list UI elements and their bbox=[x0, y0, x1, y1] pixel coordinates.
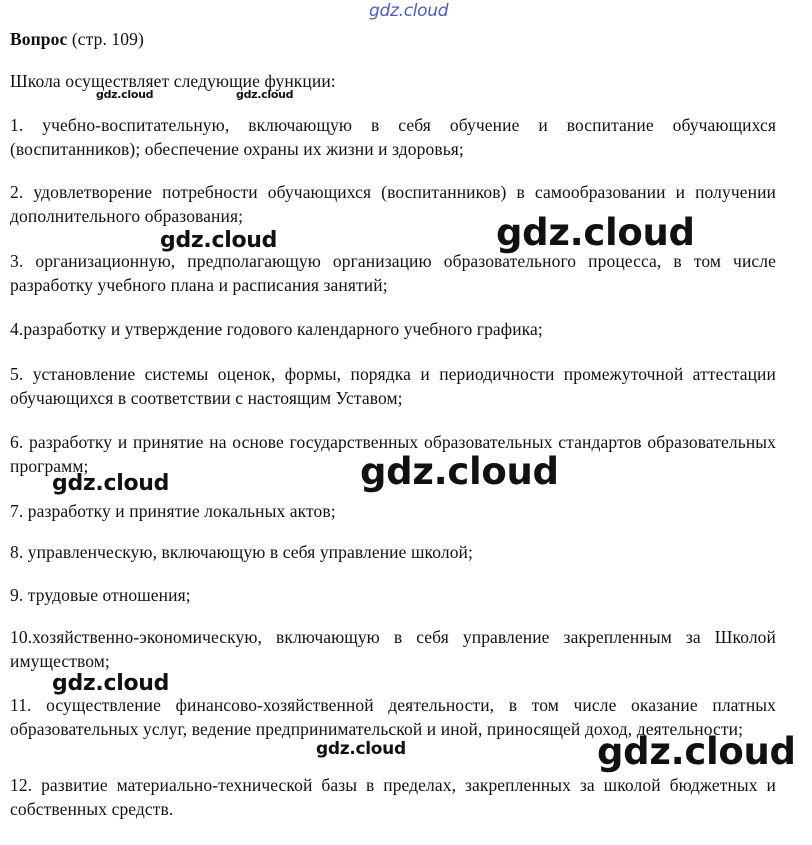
list-item-1: 1. учебно-воспитательную, включающую в себя обучение и воспитание обучающихся (воспитанников); обеспечение охраны их жизни и здоровья; bbox=[10, 115, 776, 159]
list-item-2: 2. удовлетворение потребности обучающихся (воспитанников) в самообразовании и получении дополнительного образования; bbox=[10, 182, 776, 226]
list-item-9: 9. трудовые отношения; bbox=[10, 585, 191, 605]
watermark-mid-left-1: gdz.cloud bbox=[160, 228, 278, 253]
question-title-bold: Вопрос bbox=[10, 29, 68, 49]
intro-text: Школа осуществляет следующие функции: bbox=[10, 71, 336, 91]
watermark-mid-left-2: gdz.cloud bbox=[52, 471, 170, 496]
list-item-3: 3. организационную, предполагающую организацию образовательного процесса, в том числе разработку учебного плана и расписания занятий; bbox=[10, 251, 776, 295]
list-item-8: 8. управленческую, включающую в себя управление школой; bbox=[10, 542, 473, 562]
list-item-10: 10.хозяйственно-экономическую, включающую в себя управление закрепленным за Школой имуществом; bbox=[10, 627, 776, 671]
list-item-12: 12. развитие материально-технической базы в пределах, закрепленных за школой бюджетных и собственных средств. bbox=[10, 775, 776, 819]
list-item-4: 4.разработку и утверждение годового календарного учебного графика; bbox=[10, 319, 543, 339]
watermark-top: gdz.cloud bbox=[369, 1, 449, 21]
list-item-11: 11. осуществление финансово-хозяйственной деятельности, в том числе оказание платных образовательных услуг, ведение предпринимательской и иной, приносящей доход, деятельности; bbox=[10, 695, 776, 739]
question-title bbox=[10, 27, 776, 51]
list-item-6: 6. разработку и принятие на основе государственных образовательных стандартов образовательных программ; bbox=[10, 432, 776, 476]
watermark-big-center: gdz.cloud bbox=[360, 450, 559, 493]
question-title-page: (стр. 109) bbox=[67, 29, 144, 49]
watermark-small-center: gdz.cloud bbox=[316, 739, 406, 759]
watermark-tiny-2: gdz.cloud bbox=[236, 88, 294, 101]
list-item-7: 7. разработку и принятие локальных актов; bbox=[10, 501, 336, 521]
list-item-5: 5. установление системы оценок, формы, порядка и периодичности промежуточной аттестации обучающихся в соответствии с настоящим Уставом; bbox=[10, 364, 776, 408]
watermark-big-right-2: gdz.cloud bbox=[597, 730, 796, 773]
watermark-tiny-1: gdz.cloud bbox=[96, 88, 154, 101]
watermark-big-right-1: gdz.cloud bbox=[496, 211, 695, 254]
watermark-mid-left-3: gdz.cloud bbox=[52, 671, 170, 696]
